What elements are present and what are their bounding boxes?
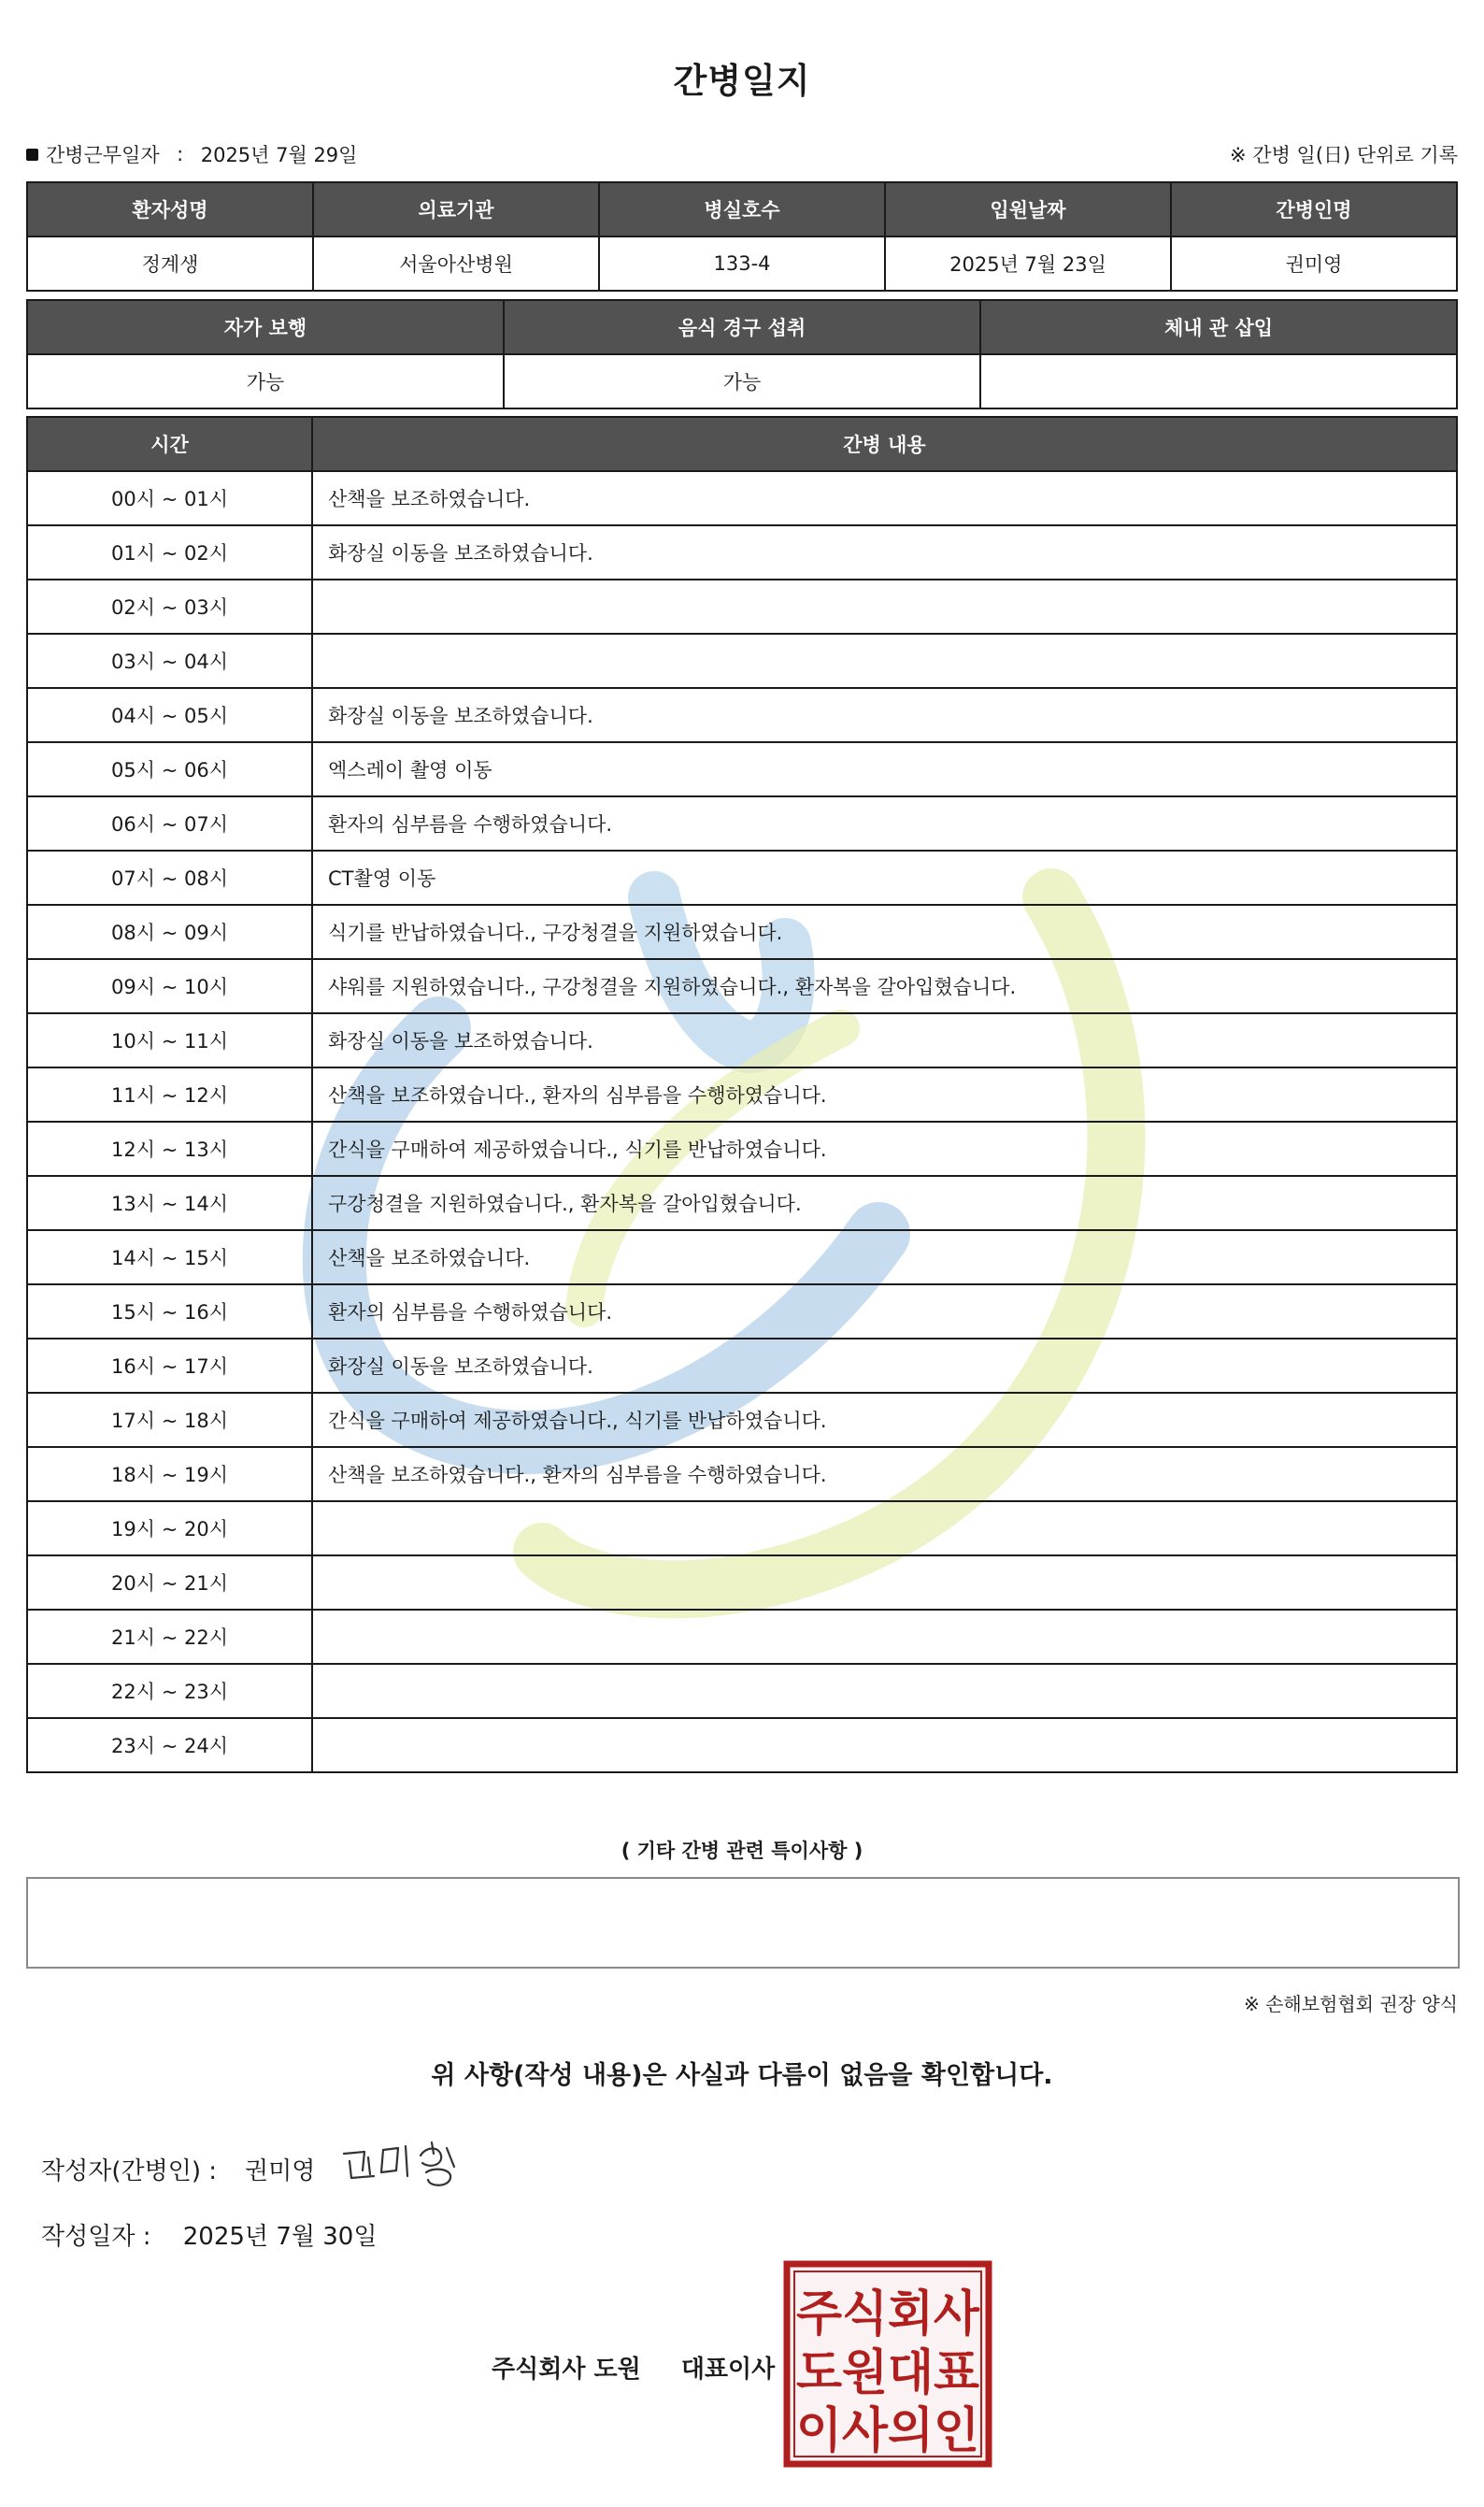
care-content bbox=[312, 634, 1457, 688]
care-content bbox=[312, 1664, 1457, 1718]
header-room: 병실호수 bbox=[599, 182, 885, 236]
table-row bbox=[27, 1013, 1457, 1067]
table-row bbox=[27, 1339, 1457, 1393]
table-row bbox=[27, 1447, 1457, 1501]
work-date-separator: : bbox=[177, 143, 184, 165]
care-content bbox=[312, 1718, 1457, 1772]
meta-row bbox=[26, 140, 1458, 168]
admission-date: 2025년 7월 23일 bbox=[885, 236, 1171, 291]
header-oral-intake: 음식 경구 섭취 bbox=[504, 300, 980, 354]
time-slot: 18시 ~ 19시 bbox=[27, 1447, 312, 1501]
table-row bbox=[27, 1230, 1457, 1284]
document-title: 간병일지 bbox=[673, 61, 811, 101]
work-date-value: 2025년 7월 29일 bbox=[200, 144, 358, 166]
patient-info-table bbox=[26, 181, 1458, 292]
author-label: 작성자(간병인) : bbox=[41, 2157, 218, 2185]
table-row bbox=[27, 1664, 1457, 1718]
care-content: 화장실 이동을 보조하였습니다. bbox=[312, 1339, 1457, 1393]
daily-record-note: ※ 간병 일(日) 단위로 기록 bbox=[1230, 144, 1458, 166]
author-name: 권미영 bbox=[245, 2157, 316, 2185]
table-row bbox=[27, 1067, 1457, 1122]
time-slot: 19시 ~ 20시 bbox=[27, 1501, 312, 1555]
bullet-square-icon bbox=[26, 149, 38, 161]
table-row bbox=[27, 905, 1457, 959]
author-row bbox=[41, 2152, 315, 2186]
care-content: 화장실 이동을 보조하였습니다. bbox=[312, 525, 1457, 580]
time-slot: 00시 ~ 01시 bbox=[27, 471, 312, 525]
time-slot: 21시 ~ 22시 bbox=[27, 1610, 312, 1664]
time-slot: 17시 ~ 18시 bbox=[27, 1393, 312, 1447]
time-slot: 16시 ~ 17시 bbox=[27, 1339, 312, 1393]
table-row bbox=[27, 1176, 1457, 1230]
work-date bbox=[26, 140, 357, 168]
time-slot: 01시 ~ 02시 bbox=[27, 525, 312, 580]
handwritten-signature bbox=[336, 2129, 477, 2195]
table-row bbox=[27, 688, 1457, 742]
stamp-line-1: 주식회사 bbox=[796, 2286, 980, 2342]
table-row bbox=[27, 1718, 1457, 1772]
header-care-content: 간병 내용 bbox=[312, 417, 1457, 471]
company-name: 주식회사 도원 bbox=[492, 2356, 641, 2384]
date-value: 2025년 7월 30일 bbox=[182, 2223, 378, 2251]
care-content: 산책을 보조하였습니다., 환자의 심부름을 수행하였습니다. bbox=[312, 1447, 1457, 1501]
time-slot: 22시 ~ 23시 bbox=[27, 1664, 312, 1718]
care-log-body bbox=[27, 471, 1457, 1772]
table-row bbox=[27, 471, 1457, 525]
company-row bbox=[492, 2350, 775, 2385]
form-source-note: ※ 손해보험협회 권장 양식 bbox=[1243, 1993, 1458, 2015]
table-row bbox=[27, 525, 1457, 580]
table-row bbox=[27, 1122, 1457, 1176]
header-self-walking: 자가 보행 bbox=[27, 300, 504, 354]
table-row bbox=[27, 742, 1457, 796]
work-date-label: 간병근무일자 bbox=[46, 144, 160, 166]
time-slot: 13시 ~ 14시 bbox=[27, 1176, 312, 1230]
care-content: 간식을 구매하여 제공하였습니다., 식기를 반납하였습니다. bbox=[312, 1122, 1457, 1176]
care-content: 식기를 반납하였습니다., 구강청결을 지원하였습니다. bbox=[312, 905, 1457, 959]
table-row bbox=[27, 634, 1457, 688]
stamp-line-3: 이사의인 bbox=[796, 2403, 979, 2459]
care-content: 구강청결을 지원하였습니다., 환자복을 갈아입혔습니다. bbox=[312, 1176, 1457, 1230]
time-slot: 23시 ~ 24시 bbox=[27, 1718, 312, 1772]
care-content: 샤워를 지원하였습니다., 구강청결을 지원하였습니다., 환자복을 갈아입혔습니다. bbox=[312, 959, 1457, 1013]
header-hospital: 의료기관 bbox=[313, 182, 599, 236]
care-content: 산책을 보조하였습니다. bbox=[312, 471, 1457, 525]
table-row bbox=[27, 580, 1457, 634]
care-content: 산책을 보조하였습니다., 환자의 심부름을 수행하였습니다. bbox=[312, 1067, 1457, 1122]
time-slot: 03시 ~ 04시 bbox=[27, 634, 312, 688]
time-slot: 02시 ~ 03시 bbox=[27, 580, 312, 634]
header-caregiver: 간병인명 bbox=[1171, 182, 1457, 236]
time-slot: 10시 ~ 11시 bbox=[27, 1013, 312, 1067]
care-content: 환자의 심부름을 수행하였습니다. bbox=[312, 796, 1457, 851]
time-slot: 08시 ~ 09시 bbox=[27, 905, 312, 959]
header-time: 시간 bbox=[27, 417, 312, 471]
caregiver-name: 권미영 bbox=[1171, 236, 1457, 291]
table-row bbox=[27, 1610, 1457, 1664]
time-slot: 05시 ~ 06시 bbox=[27, 742, 312, 796]
header-admission-date: 입원날짜 bbox=[885, 182, 1171, 236]
tube-insertion-value bbox=[980, 354, 1457, 408]
stamp-line-2: 도원대표 bbox=[796, 2345, 979, 2401]
patient-name: 정계생 bbox=[27, 236, 313, 291]
time-slot: 06시 ~ 07시 bbox=[27, 796, 312, 851]
table-row bbox=[27, 1555, 1457, 1610]
care-content: CT촬영 이동 bbox=[312, 851, 1457, 905]
table-row bbox=[27, 851, 1457, 905]
care-content: 엑스레이 촬영 이동 bbox=[312, 742, 1457, 796]
time-slot: 20시 ~ 21시 bbox=[27, 1555, 312, 1610]
table-row bbox=[27, 1393, 1457, 1447]
header-tube-insertion: 체내 관 삽입 bbox=[980, 300, 1457, 354]
care-content bbox=[312, 1610, 1457, 1664]
time-slot: 11시 ~ 12시 bbox=[27, 1067, 312, 1122]
notes-box bbox=[26, 1877, 1460, 1969]
company-seal-stamp bbox=[783, 2260, 992, 2468]
care-content: 환자의 심부름을 수행하였습니다. bbox=[312, 1284, 1457, 1339]
care-content: 화장실 이동을 보조하였습니다. bbox=[312, 688, 1457, 742]
table-row bbox=[27, 1501, 1457, 1555]
care-content bbox=[312, 1501, 1457, 1555]
header-patient-name: 환자성명 bbox=[27, 182, 313, 236]
table-row bbox=[27, 1284, 1457, 1339]
care-log-table bbox=[26, 416, 1458, 1773]
confirmation-statement: 위 사항(작성 내용)은 사실과 다름이 없음을 확인합니다. bbox=[431, 2061, 1053, 2090]
time-slot: 12시 ~ 13시 bbox=[27, 1122, 312, 1176]
self-walking-value: 가능 bbox=[27, 354, 504, 408]
date-row bbox=[41, 2217, 377, 2252]
notes-title: ( 기타 간병 관련 특이사항 ) bbox=[621, 1840, 863, 1862]
care-content: 산책을 보조하였습니다. bbox=[312, 1230, 1457, 1284]
time-slot: 15시 ~ 16시 bbox=[27, 1284, 312, 1339]
date-label: 작성일자 : bbox=[41, 2223, 151, 2251]
oral-intake-value: 가능 bbox=[504, 354, 980, 408]
time-slot: 07시 ~ 08시 bbox=[27, 851, 312, 905]
care-content: 화장실 이동을 보조하였습니다. bbox=[312, 1013, 1457, 1067]
table-row bbox=[27, 796, 1457, 851]
care-content: 간식을 구매하여 제공하였습니다., 식기를 반납하였습니다. bbox=[312, 1393, 1457, 1447]
time-slot: 04시 ~ 05시 bbox=[27, 688, 312, 742]
time-slot: 09시 ~ 10시 bbox=[27, 959, 312, 1013]
time-slot: 14시 ~ 15시 bbox=[27, 1230, 312, 1284]
table-row bbox=[27, 959, 1457, 1013]
patient-ability-table bbox=[26, 299, 1458, 409]
care-content bbox=[312, 580, 1457, 634]
hospital-name: 서울아산병원 bbox=[313, 236, 599, 291]
ceo-title: 대표이사 bbox=[680, 2356, 776, 2384]
room-number: 133-4 bbox=[599, 236, 885, 291]
care-content bbox=[312, 1555, 1457, 1610]
